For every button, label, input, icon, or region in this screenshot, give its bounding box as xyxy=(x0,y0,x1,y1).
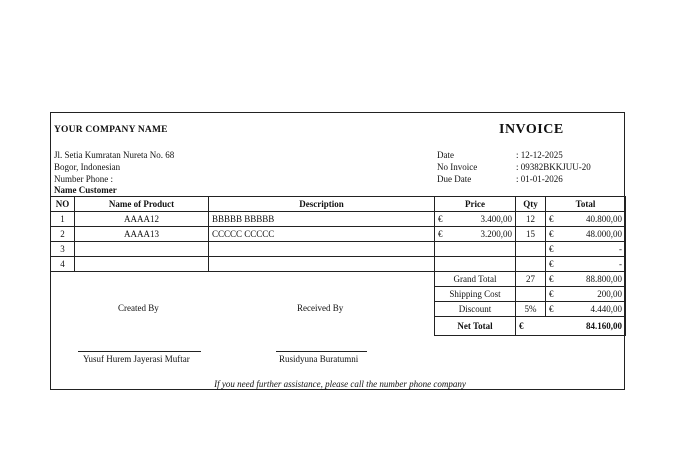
row-product xyxy=(75,242,209,257)
customer-name-label: Name Customer xyxy=(54,185,117,195)
created-by-label: Created By xyxy=(118,303,159,313)
header-no: NO xyxy=(51,197,75,212)
invoice-number-label: No Invoice xyxy=(437,162,478,172)
currency-symbol: € xyxy=(438,213,443,224)
row-price xyxy=(435,242,516,257)
discount-value: € 4.440,00 xyxy=(546,302,626,317)
net-total-row xyxy=(435,317,626,336)
grand-total-row xyxy=(435,272,626,287)
header-qty: Qty xyxy=(516,197,546,212)
received-by-name: Rusidyuna Buratumni xyxy=(279,354,359,364)
row-description: CCCCC CCCCC xyxy=(209,227,435,242)
currency-symbol: € xyxy=(549,273,554,284)
currency-symbol: € xyxy=(438,228,443,239)
row-total: € 40.800,00 xyxy=(546,212,626,227)
row-product: AAAA12 xyxy=(75,212,209,227)
row-qty xyxy=(516,257,546,272)
grand-total-value: € 88.800,00 xyxy=(546,272,626,287)
date-label: Date xyxy=(437,150,454,160)
row-total: € 48.000,00 xyxy=(546,227,626,242)
row-description xyxy=(209,257,435,272)
company-address-line2: Bogor, Indonesian xyxy=(54,162,121,172)
due-date-label: Due Date xyxy=(437,174,472,184)
company-phone-label: Number Phone : xyxy=(54,174,113,184)
row-price: € 3.400,00 xyxy=(435,212,516,227)
row-no: 2 xyxy=(51,227,75,242)
row-no: 1 xyxy=(51,212,75,227)
header-total: Total xyxy=(546,197,626,212)
table-row xyxy=(51,227,626,242)
currency-symbol: € xyxy=(549,258,554,269)
items-table xyxy=(50,196,626,272)
net-total-value: € 84.160,00 xyxy=(516,317,626,336)
shipping-label: Shipping Cost xyxy=(435,287,516,302)
discount-row xyxy=(435,302,626,317)
created-by-name: Yusuf Hurem Jayerasi Muftar xyxy=(83,354,190,364)
footer-note: If you need further assistance, please call the number phone company xyxy=(214,379,466,389)
row-product: AAAA13 xyxy=(75,227,209,242)
table-header-row xyxy=(51,197,626,212)
currency-symbol: € xyxy=(549,228,554,239)
currency-symbol: € xyxy=(519,320,524,331)
created-signature-line xyxy=(78,351,201,352)
table-row xyxy=(51,242,626,257)
row-total: € - xyxy=(546,242,626,257)
table-row xyxy=(51,212,626,227)
grand-total-label: Grand Total xyxy=(435,272,516,287)
currency-symbol: € xyxy=(549,288,554,299)
invoice-number-value: : 09382BKKJUU-20 xyxy=(516,162,591,172)
due-date-value: : 01-01-2026 xyxy=(516,174,563,184)
net-total-label: Net Total xyxy=(435,317,516,336)
shipping-row xyxy=(435,287,626,302)
header-description: Description xyxy=(209,197,435,212)
invoice-title: INVOICE xyxy=(499,122,564,137)
row-no: 4 xyxy=(51,257,75,272)
received-by-label: Received By xyxy=(297,303,344,313)
shipping-value: € 200,00 xyxy=(546,287,626,302)
currency-symbol: € xyxy=(549,213,554,224)
totals-table xyxy=(434,271,626,336)
discount-rate: 5% xyxy=(516,302,546,317)
row-description xyxy=(209,242,435,257)
currency-symbol: € xyxy=(549,243,554,254)
row-price xyxy=(435,257,516,272)
row-description: BBBBB BBBBB xyxy=(209,212,435,227)
row-product xyxy=(75,257,209,272)
header-price: Price xyxy=(435,197,516,212)
grand-total-qty: 27 xyxy=(516,272,546,287)
row-qty xyxy=(516,242,546,257)
row-no: 3 xyxy=(51,242,75,257)
row-qty: 15 xyxy=(516,227,546,242)
company-address-line1: Jl. Setia Kumratan Nureta No. 68 xyxy=(54,150,175,160)
date-value: : 12-12-2025 xyxy=(516,150,563,160)
company-name: YOUR COMPANY NAME xyxy=(54,125,168,135)
table-row xyxy=(51,257,626,272)
header-product: Name of Product xyxy=(75,197,209,212)
currency-symbol: € xyxy=(549,303,554,314)
row-qty: 12 xyxy=(516,212,546,227)
received-signature-line xyxy=(276,351,367,352)
row-total: € - xyxy=(546,257,626,272)
discount-label: Discount xyxy=(435,302,516,317)
row-price: € 3.200,00 xyxy=(435,227,516,242)
